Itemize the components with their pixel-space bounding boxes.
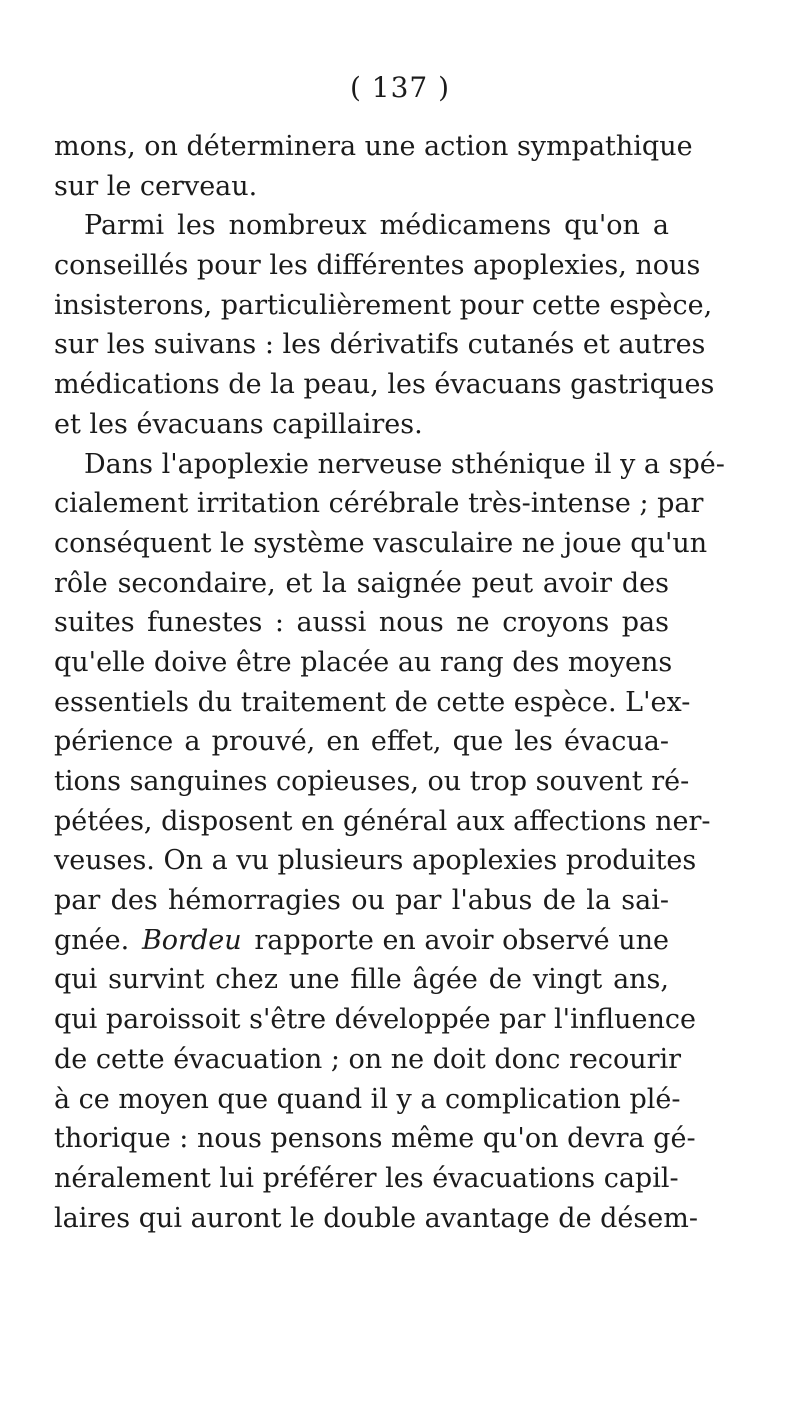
text-line: thorique : nous pensons même qu'on devra gé- [54,1123,696,1155]
text-line: insisterons, particulièrement pour cette espèce, [54,289,713,321]
text-line: à ce moyen que quand il y a complication plé- [54,1083,681,1115]
text-line: rôle secondaire, et la saignée peut avoir des [54,567,669,599]
text-line: pétées, disposent en général aux affections ner- [54,805,711,837]
page-number: ( 137 ) [349,71,451,104]
text-line: médications de la peau, les évacuans gastriques [54,369,715,401]
text-line: qui survint chez une fille âgée de vingt ans, [54,964,669,996]
text-line: conseillés pour les différentes apoplexies, nous [54,250,701,282]
text-fragment: gnée. [54,924,130,956]
text-line: veuses. On a vu plusieurs apoplexies produites [54,845,697,877]
text-line: périence a prouvé, en effet, que les évacua- [54,726,669,758]
text-line: essentiels du traitement de cette espèce. L'ex- [54,686,691,718]
text-line: qu'elle doive être placée au rang des moyens [54,646,673,678]
text-line: laires qui auront le double avantage de désem- [54,1202,698,1234]
text-line: tions sanguines copieuses, ou trop souvent ré- [54,766,690,797]
text-line: et les évacuans capillaires. [54,408,423,440]
text-fragment: rapporte en avoir observé une [254,924,669,956]
text-line [54,921,669,961]
paragraph-start-line: Parmi les nombreux médicamens qu'on a [84,210,669,242]
text-line: par des hémorragies ou par l'abus de la sai- [54,885,669,917]
text-line: cialement irritation cérébrale très-intense ; par [54,488,704,520]
text-line: mons, on déterminera une action sympathique [54,131,693,162]
text-line: néralement lui préférer les évacuations capil- [54,1162,679,1194]
text-line: conséquent le système vasculaire ne joue qu'un [54,527,708,559]
text-line: qui paroissoit s'être développée par l'influence [54,1004,696,1036]
body-text [54,127,725,1238]
text-line: suites funestes : aussi nous ne croyons pas [54,607,669,639]
paragraph-start-line: Dans l'apoplexie nerveuse sthénique il y a spé- [84,448,725,480]
text-line: sur le cerveau. [54,170,258,202]
author-name: Bordeu [141,924,242,956]
text-line: de cette évacuation ; on ne doit donc recourir [54,1043,682,1075]
text-line: sur les suivans : les dérivatifs cutanés et autres [54,329,706,361]
